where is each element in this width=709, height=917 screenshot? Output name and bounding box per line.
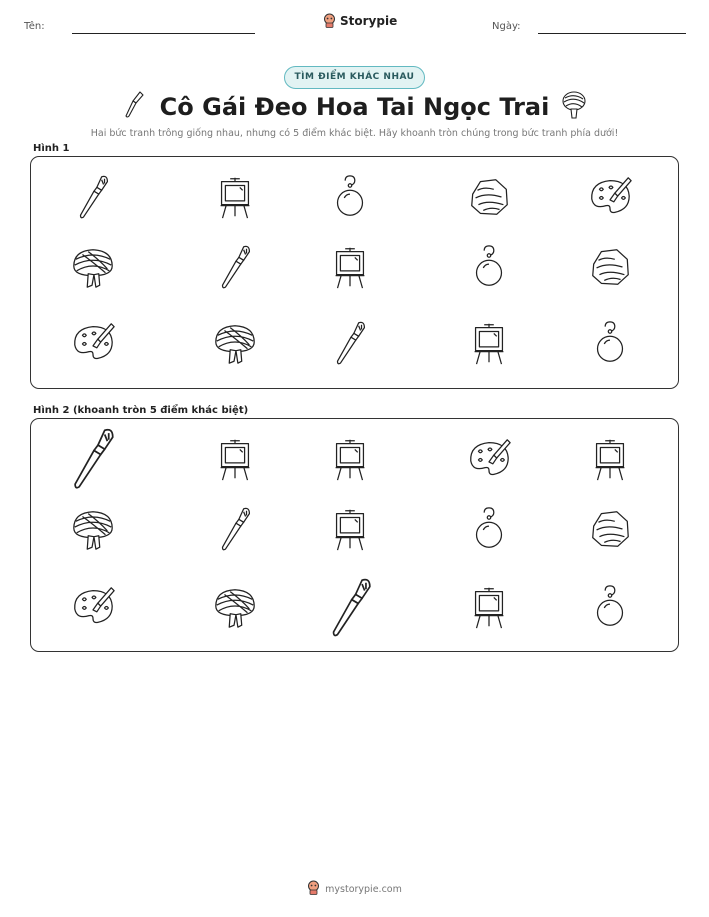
picture2-label: Hình 2 (khoanh tròn 5 điểm khác biệt): [33, 405, 249, 416]
easel-icon[interactable]: [211, 173, 259, 221]
pearl-earring-icon[interactable]: [465, 505, 513, 553]
pearl-earring-icon[interactable]: [326, 173, 374, 221]
easel-icon[interactable]: [211, 435, 259, 483]
brush-icon[interactable]: [326, 319, 374, 367]
date-line[interactable]: [538, 33, 686, 34]
palette-icon[interactable]: [69, 583, 117, 631]
pearl-earring-icon[interactable]: [586, 319, 634, 367]
easel-icon[interactable]: [326, 243, 374, 291]
turban-icon[interactable]: [69, 243, 117, 291]
pearl-earring-icon[interactable]: [465, 243, 513, 291]
storypie-logo: [323, 13, 397, 28]
instructions: Hai bức tranh trông giống nhau, nhưng có 5 điểm khác biệt. Hãy khoanh tròn chúng trong bức tranh phía dưới!: [90, 128, 619, 139]
brush-icon[interactable]: [211, 505, 259, 553]
easel-icon[interactable]: [465, 319, 513, 367]
rock-icon[interactable]: [465, 173, 513, 221]
brush-icon[interactable]: [318, 575, 383, 640]
picture1-label: Hình 1: [33, 143, 70, 154]
name-line[interactable]: [72, 33, 255, 34]
name-label: Tên:: [24, 21, 45, 32]
easel-icon[interactable]: [465, 583, 513, 631]
brand-name: Storypie: [340, 13, 398, 28]
brush-icon[interactable]: [59, 425, 126, 492]
page-title: Cô Gái Đeo Hoa Tai Ngọc Trai: [159, 93, 550, 121]
rock-icon[interactable]: [586, 243, 634, 291]
footer-url[interactable]: mystorypie.com: [325, 884, 402, 895]
pearl-earring-icon[interactable]: [586, 583, 634, 631]
picture1-panel: [30, 156, 679, 389]
rock-icon[interactable]: [586, 505, 634, 553]
mascot-icon: [323, 13, 336, 28]
picture2-panel: [30, 418, 679, 652]
turban-icon[interactable]: [211, 583, 259, 631]
title-turban-icon: [561, 90, 587, 120]
turban-icon[interactable]: [211, 319, 259, 367]
turban-icon[interactable]: [69, 505, 117, 553]
easel-icon[interactable]: [326, 505, 374, 553]
footer: [0, 880, 709, 899]
easel-icon[interactable]: [586, 435, 634, 483]
easel-icon[interactable]: [326, 435, 374, 483]
date-label: Ngày:: [492, 21, 521, 32]
palette-icon[interactable]: [465, 435, 513, 483]
brush-icon[interactable]: [211, 243, 259, 291]
palette-icon[interactable]: [69, 319, 117, 367]
worksheet-type-badge: TÌM ĐIỂM KHÁC NHAU: [284, 66, 425, 89]
mascot-icon: [307, 880, 320, 899]
brush-icon[interactable]: [69, 173, 117, 221]
palette-icon[interactable]: [586, 173, 634, 221]
